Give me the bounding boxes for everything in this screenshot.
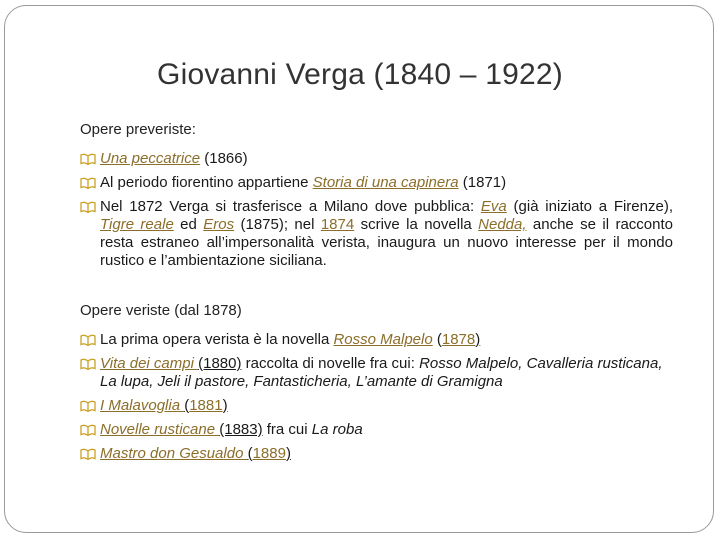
link-storia-di-una-capinera[interactable]: Storia di una capinera: [312, 174, 459, 191]
link-nedda[interactable]: Nedda,: [478, 216, 527, 233]
link-novelle-rusticane[interactable]: Novelle rusticane: [100, 421, 220, 438]
heading-veriste: Opere veriste (dal 1878): [80, 302, 242, 319]
book-icon: [80, 334, 96, 346]
bullet-malavoglia: [80, 397, 673, 415]
text-span: (1875); nel: [234, 216, 321, 233]
book-icon: [80, 424, 96, 436]
text-span: Nel 1872 Verga si trasferisce a Milano dove pubblica:: [100, 198, 481, 215]
link-eva[interactable]: Eva: [480, 198, 507, 215]
book-icon: [80, 358, 96, 370]
bullet-novelle-rusticane: [80, 421, 673, 439]
text-span: (1866): [200, 150, 248, 167]
book-icon: [80, 201, 96, 213]
book-icon: [80, 177, 96, 189]
text-span: (: [247, 445, 253, 462]
text-span: anche se il racconto resta estraneo all’impersonalità verista, inaugura un nuovo interesse per il mondo rustico e l’ambientazione siciliana.: [100, 216, 673, 269]
text-span: scrive la novella: [354, 216, 479, 233]
book-icon: [80, 153, 96, 165]
text-span: La prima opera verista è la novella: [100, 331, 334, 348]
bullet-mastro-don-gesualdo: [80, 445, 673, 463]
text-span: (: [184, 397, 190, 414]
text-span: fra cui: [262, 421, 312, 438]
text-span: raccolta di novelle fra cui:: [241, 355, 420, 372]
text-span: (1883): [219, 421, 263, 438]
link-eros[interactable]: Eros: [203, 216, 235, 233]
link-vita-dei-campi[interactable]: Vita dei campi: [100, 355, 199, 372]
text-span: (1871): [458, 174, 507, 191]
text-span: (già iniziato a Firenze),: [506, 198, 673, 215]
slide-title: Giovanni Verga (1840 – 1922): [157, 58, 563, 91]
book-icon: [80, 400, 96, 412]
link-1889[interactable]: 1889: [252, 445, 286, 462]
link-1881[interactable]: 1881: [189, 397, 223, 414]
text-span: ed: [173, 216, 204, 233]
text-span: Rosso Malpelo, Cavalleria rusticana, La lupa, Jeli il pastore, Fantasticheria, L’amante di Gramigna: [100, 355, 663, 390]
link-1874[interactable]: 1874: [320, 216, 355, 233]
link-una-peccatrice[interactable]: Una peccatrice: [100, 150, 201, 167]
bullet-una-peccatrice: [80, 150, 673, 168]
heading-preveriste: Opere preveriste:: [80, 121, 196, 138]
text-span: (: [432, 331, 442, 348]
book-icon: [80, 448, 96, 460]
bullet-periodo-fiorentino: [80, 174, 673, 192]
bullet-milano: [80, 198, 673, 270]
link-tigre-reale[interactable]: Tigre reale: [100, 216, 174, 233]
bullet-prima-opera: [80, 331, 673, 349]
link-1878[interactable]: 1878: [441, 331, 476, 348]
text-span: ): [222, 397, 228, 414]
text-span: ): [475, 331, 481, 348]
text-span: ): [285, 445, 291, 462]
link-mastro-don-gesualdo[interactable]: Mastro don Gesualdo: [100, 445, 248, 462]
bullet-vita-dei-campi: [80, 355, 673, 391]
text-span: Al periodo fiorentino appartiene: [100, 174, 313, 191]
link-i-malavoglia[interactable]: I Malavoglia: [100, 397, 185, 414]
text-span: La roba: [311, 421, 363, 438]
text-span: (1880): [198, 355, 242, 372]
link-rosso-malpelo[interactable]: Rosso Malpelo: [333, 331, 433, 348]
